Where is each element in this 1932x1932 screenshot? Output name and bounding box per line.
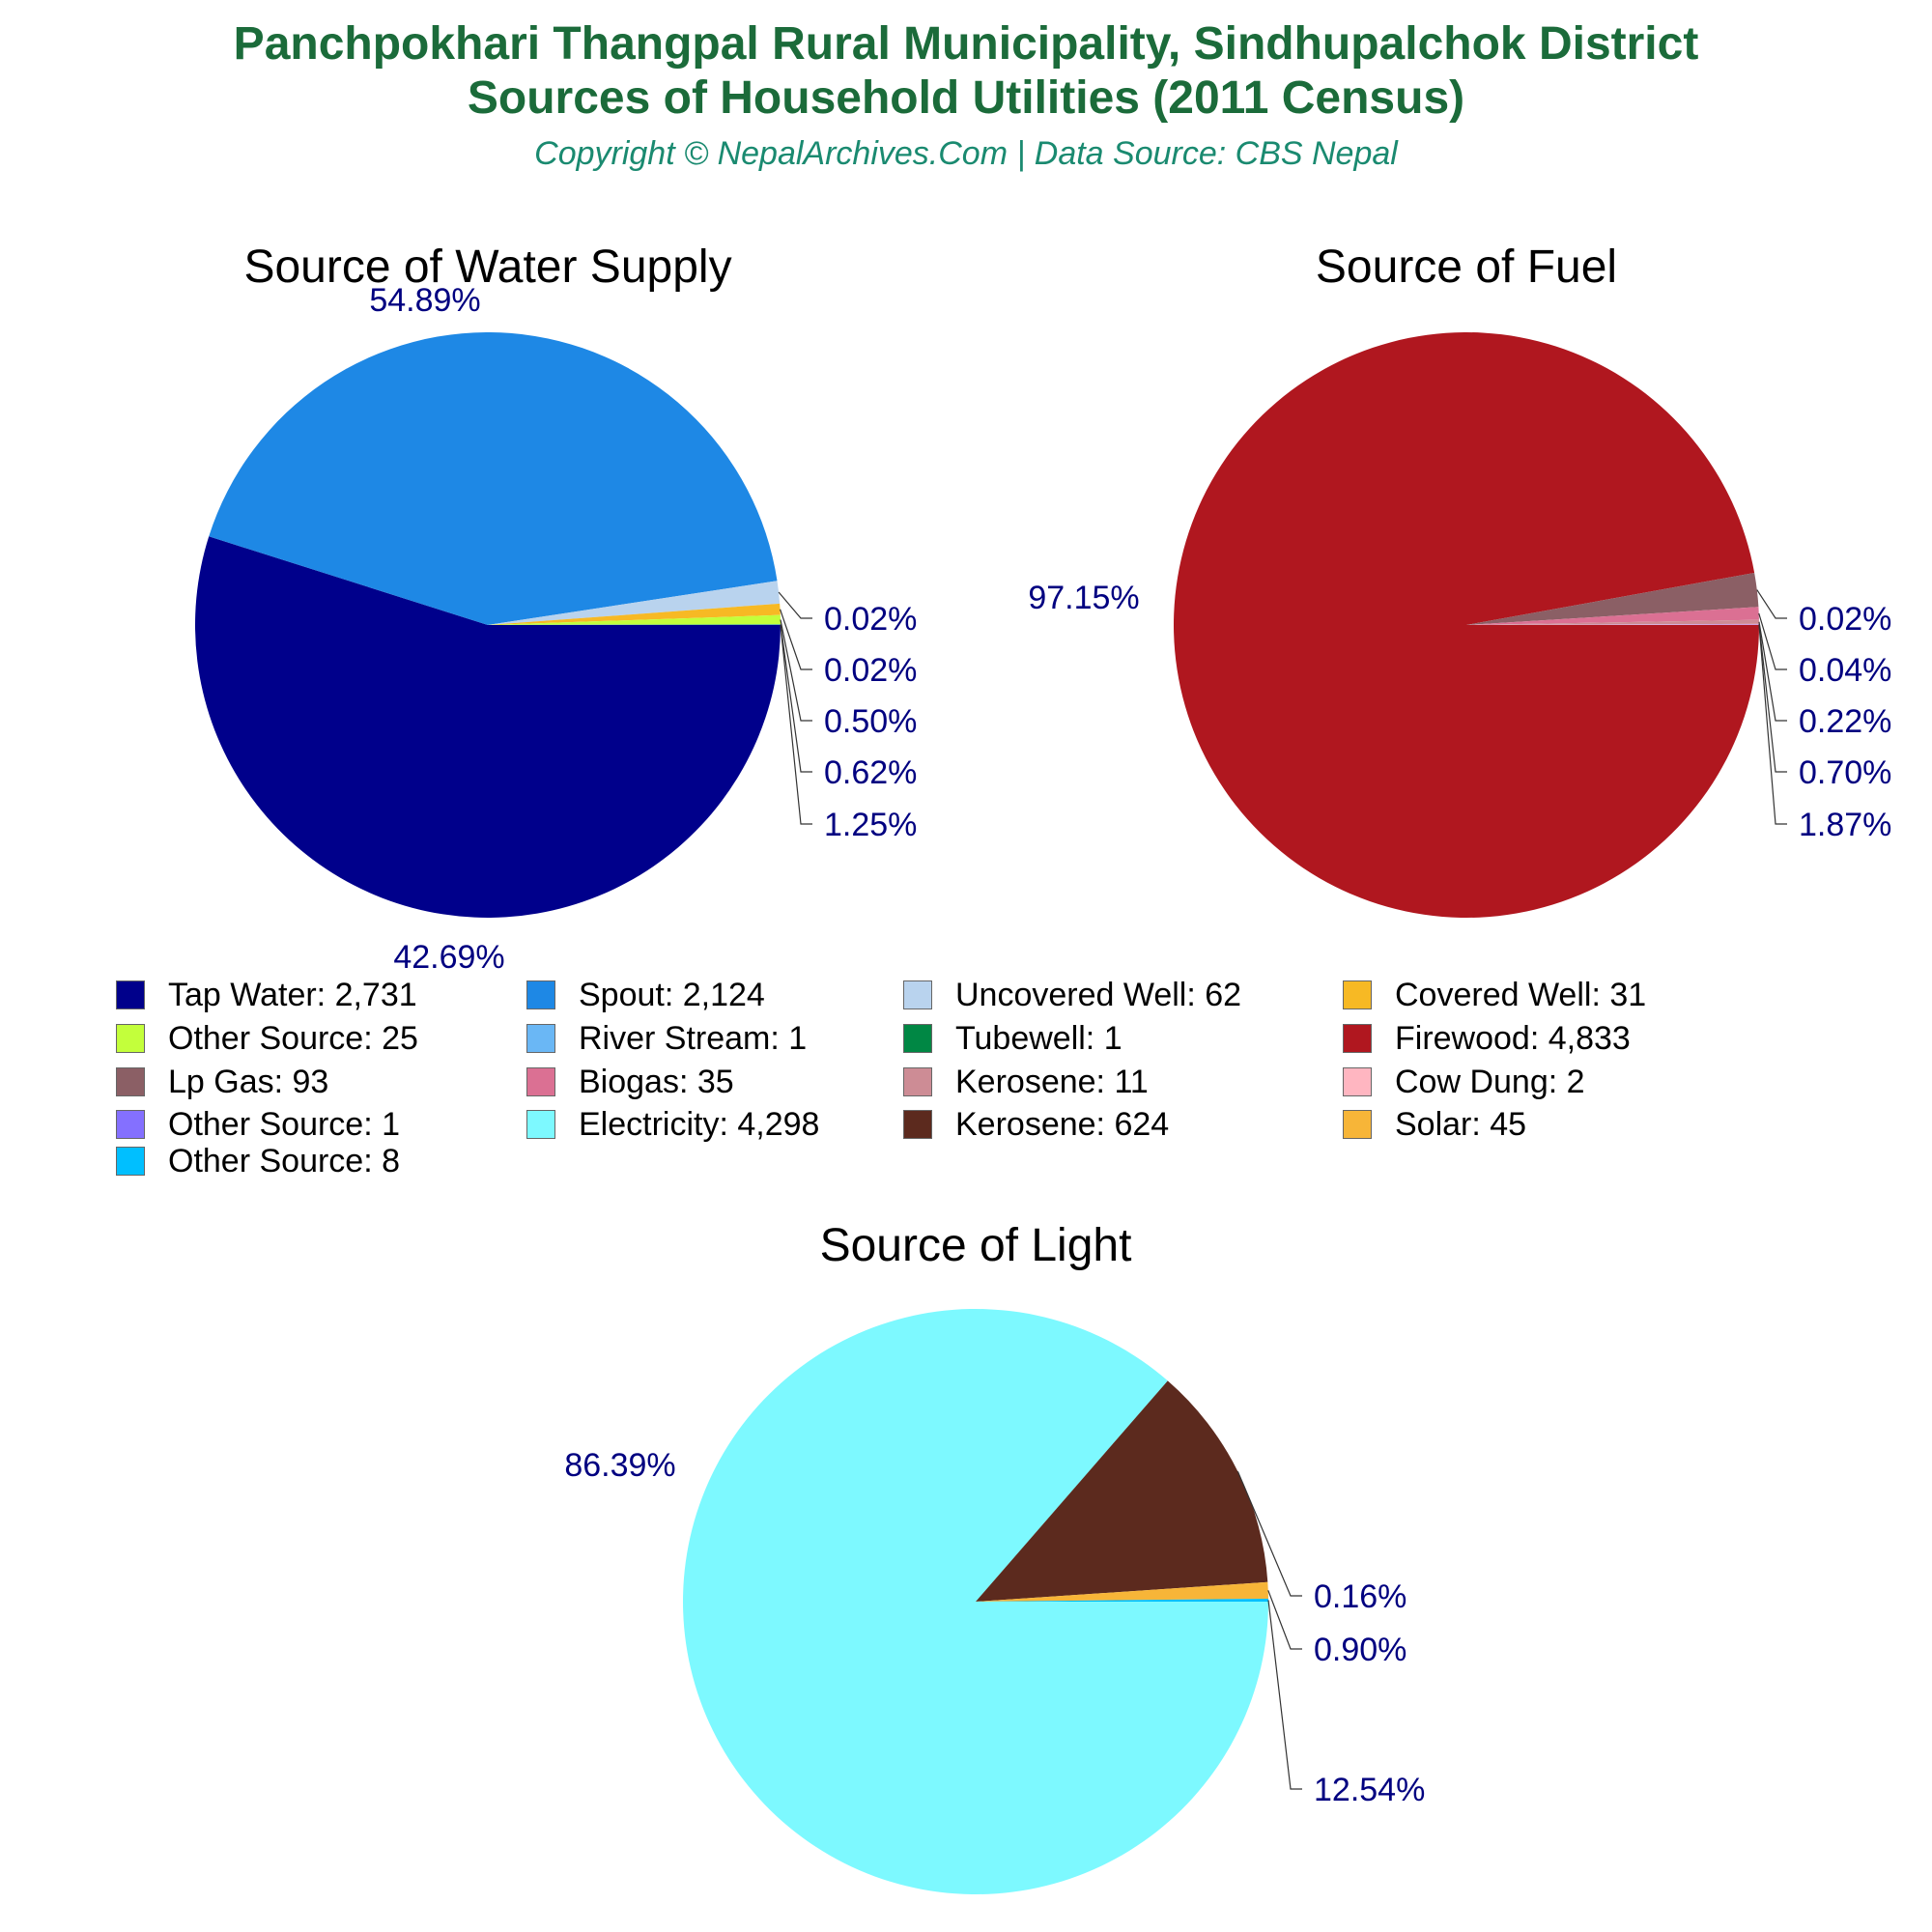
legend-label: Uncovered Well: 62 — [955, 976, 1242, 1013]
page-title-line2: Sources of Household Utilities (2011 Census) — [467, 72, 1465, 124]
slice-percent-label: 0.02% — [1799, 601, 1892, 638]
legend-label: Biogas: 35 — [579, 1063, 734, 1100]
legend-label: River Stream: 1 — [579, 1019, 808, 1057]
leader-line — [1759, 625, 1787, 824]
slice-percent-label: 54.89% — [369, 282, 481, 319]
slice-percent-label: 0.90% — [1314, 1632, 1407, 1668]
slice-percent-label: 86.39% — [564, 1447, 676, 1484]
slice-percent-label: 1.87% — [1799, 807, 1892, 843]
leader-line — [779, 592, 812, 618]
legend-label: Firewood: 4,833 — [1395, 1019, 1631, 1057]
slice-percent-label: 0.04% — [1799, 652, 1892, 689]
legend-label: Lp Gas: 93 — [168, 1063, 329, 1100]
legend-label: Electricity: 4,298 — [579, 1105, 820, 1143]
slice-percent-label: 0.22% — [1799, 703, 1892, 740]
legend-label: Tubewell: 1 — [955, 1019, 1122, 1057]
legend-label: Tap Water: 2,731 — [168, 976, 417, 1013]
chart-title: Source of Water Supply — [243, 242, 732, 293]
legend-label: Kerosene: 11 — [955, 1063, 1149, 1100]
page-subtitle: Copyright © NepalArchives.Com | Data Source: CBS Nepal — [534, 135, 1398, 172]
legend-label: Spout: 2,124 — [579, 976, 765, 1013]
legend-label: Solar: 45 — [1395, 1105, 1527, 1143]
pie-slice — [1174, 332, 1759, 918]
legend-label: Covered Well: 31 — [1395, 976, 1647, 1013]
slice-percent-label: 0.16% — [1314, 1578, 1407, 1615]
slice-percent-label: 0.02% — [824, 652, 918, 689]
leader-line — [781, 625, 812, 824]
slice-percent-label: 97.15% — [1028, 580, 1140, 616]
page-title-line1: Panchpokhari Thangpal Rural Municipality, Sindhupalchok District — [233, 18, 1699, 70]
slice-percent-label: 12.54% — [1314, 1772, 1426, 1808]
chart-title: Source of Fuel — [1315, 242, 1618, 293]
slice-percent-label: 0.50% — [824, 703, 918, 740]
legend-label: Cow Dung: 2 — [1395, 1063, 1585, 1100]
slice-percent-label: 0.70% — [1799, 754, 1892, 791]
slice-percent-label: 0.02% — [824, 601, 918, 638]
slice-percent-label: 42.69% — [393, 939, 505, 976]
slice-percent-label: 0.62% — [824, 754, 918, 791]
leader-line — [1268, 1600, 1302, 1789]
legend-label: Other Source: 25 — [168, 1019, 418, 1057]
slice-percent-label: 1.25% — [824, 807, 918, 843]
leader-line — [1757, 590, 1787, 618]
legend-label: Other Source: 1 — [168, 1105, 401, 1143]
legend-label: Kerosene: 624 — [955, 1105, 1170, 1143]
chart-title: Source of Light — [819, 1220, 1132, 1271]
legend-label: Other Source: 8 — [168, 1142, 401, 1179]
